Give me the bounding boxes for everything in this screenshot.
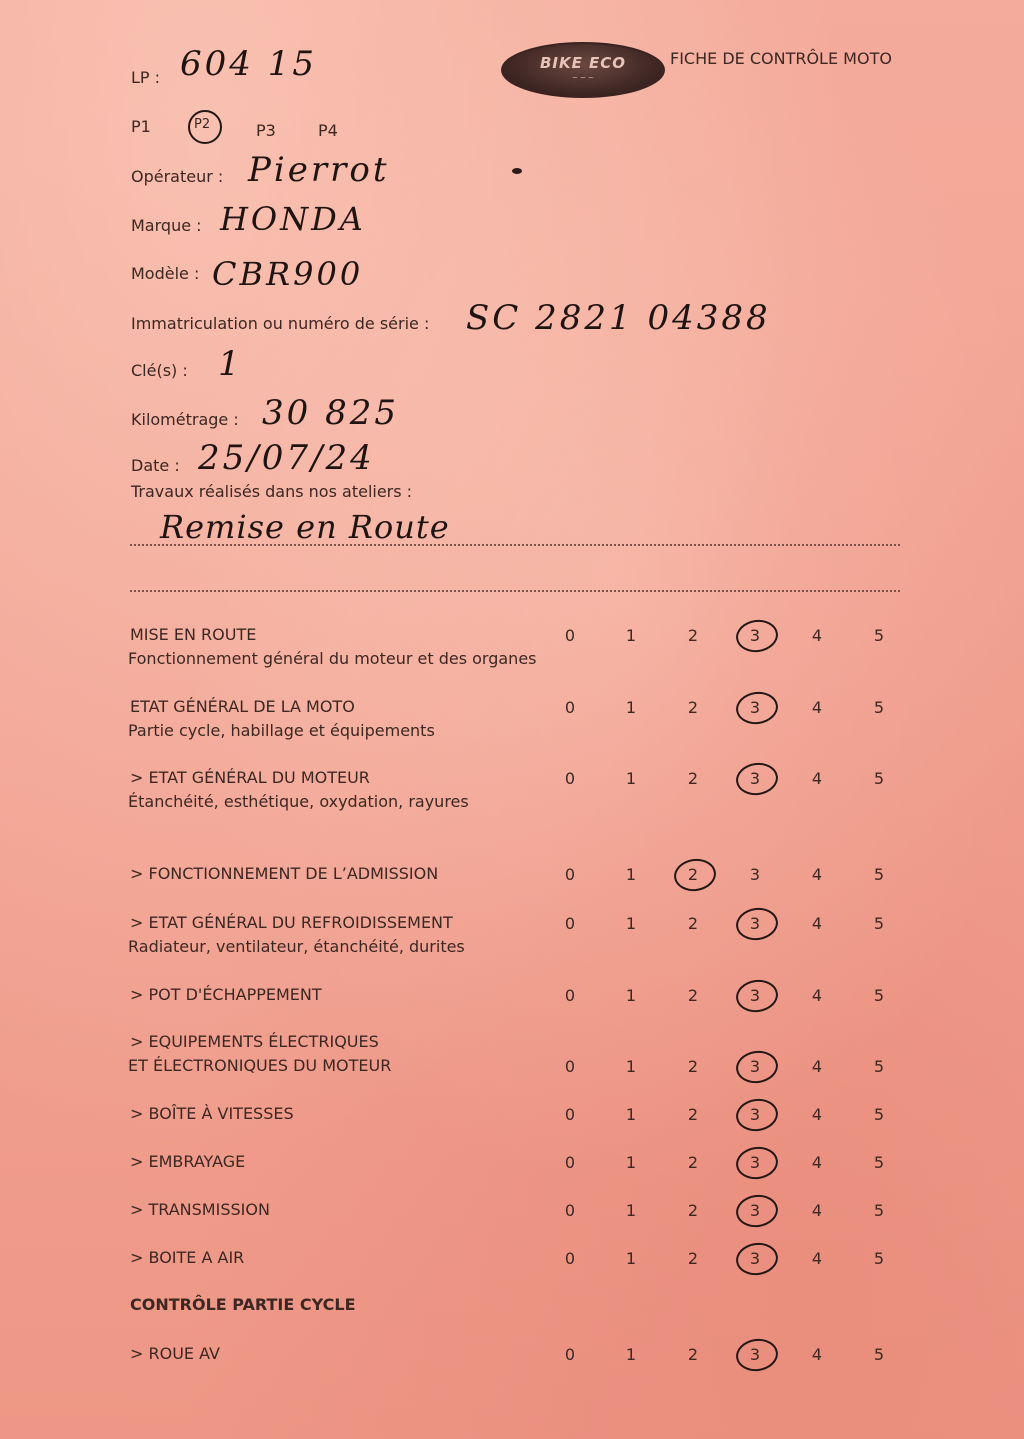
criterion-score-2[interactable]: 2 <box>687 1153 699 1172</box>
criterion-score-1[interactable]: 1 <box>625 626 637 645</box>
modele-value[interactable]: CBR900 <box>212 255 364 293</box>
criterion-cycle-selected-circle <box>734 1336 780 1374</box>
position-option-p3[interactable]: P3 <box>256 121 276 140</box>
criterion-score-2[interactable]: 2 <box>687 626 699 645</box>
criterion-score-2[interactable]: 2 <box>687 1105 699 1124</box>
criterion-selected-circle <box>734 760 780 798</box>
position-option-p1[interactable]: P1 <box>131 117 151 136</box>
travaux-line-1 <box>130 544 900 546</box>
criterion-score-2[interactable]: 2 <box>687 865 699 884</box>
criterion-cycle-score-2[interactable]: 2 <box>687 1345 699 1364</box>
criterion-score-2[interactable]: 2 <box>687 1201 699 1220</box>
criterion-score-0[interactable]: 0 <box>564 1057 576 1076</box>
position-option-p2[interactable]: P2 <box>194 117 211 132</box>
kilometrage-label: Kilométrage : <box>131 410 239 429</box>
criterion-score-4[interactable]: 4 <box>811 769 823 788</box>
criterion-title: > TRANSMISSION <box>130 1200 270 1219</box>
criterion-score-5[interactable]: 5 <box>873 1057 885 1076</box>
date-value[interactable]: 25/07/24 <box>198 438 375 478</box>
criterion-selected-circle <box>672 856 718 894</box>
ink-dot <box>512 168 522 174</box>
criterion-cycle-score-3[interactable]: 3 <box>749 1345 761 1364</box>
criterion-cycle-score-5[interactable]: 5 <box>873 1345 885 1364</box>
criterion-score-4[interactable]: 4 <box>811 1249 823 1268</box>
criterion-score-3[interactable]: 3 <box>749 1105 761 1124</box>
bike-eco-logo <box>501 42 665 98</box>
criterion-cycle-score-0[interactable]: 0 <box>564 1345 576 1364</box>
criterion-score-5[interactable]: 5 <box>873 626 885 645</box>
criterion-title: > ETAT GÉNÉRAL DU MOTEUR <box>130 768 370 787</box>
criterion-score-1[interactable]: 1 <box>625 1201 637 1220</box>
criterion-title: > BOITE A AIR <box>130 1248 245 1267</box>
criterion-title: > FONCTIONNEMENT DE L’ADMISSION <box>130 864 439 883</box>
criterion-title: MISE EN ROUTE <box>130 625 257 644</box>
criterion-score-4[interactable]: 4 <box>811 698 823 717</box>
position-selected-circle <box>188 110 222 144</box>
marque-label: Marque : <box>131 216 202 235</box>
criterion-score-0[interactable]: 0 <box>564 698 576 717</box>
criterion-score-3[interactable]: 3 <box>749 769 761 788</box>
criterion-selected-circle <box>734 1144 780 1182</box>
criterion-score-3[interactable]: 3 <box>749 626 761 645</box>
travaux-label: Travaux réalisés dans nos ateliers : <box>131 482 413 501</box>
criterion-score-4[interactable]: 4 <box>811 865 823 884</box>
logo-text: BIKE ECO <box>539 54 627 72</box>
criterion-score-3[interactable]: 3 <box>749 986 761 1005</box>
operateur-value[interactable]: Pierrot <box>248 150 390 190</box>
criterion-score-5[interactable]: 5 <box>873 1153 885 1172</box>
lp-label: LP : <box>131 68 161 87</box>
criterion-score-4[interactable]: 4 <box>811 914 823 933</box>
criterion-subtitle: Partie cycle, habillage et équipements <box>128 721 435 740</box>
criterion-subtitle: Radiateur, ventilateur, étanchéité, durites <box>128 937 465 956</box>
criterion-score-1[interactable]: 1 <box>625 1249 637 1268</box>
immatriculation-value[interactable]: SC 2821 04388 <box>466 298 771 338</box>
criterion-score-2[interactable]: 2 <box>687 1057 699 1076</box>
criterion-score-3[interactable]: 3 <box>749 1153 761 1172</box>
criterion-selected-circle <box>734 1240 780 1278</box>
criterion-score-3[interactable]: 3 <box>749 1201 761 1220</box>
criterion-subtitle: Fonctionnement général du moteur et des organes <box>128 649 537 668</box>
criterion-title: > BOÎTE À VITESSES <box>130 1104 294 1123</box>
criterion-score-5[interactable]: 5 <box>873 1249 885 1268</box>
criterion-score-5[interactable]: 5 <box>873 914 885 933</box>
criterion-selected-circle <box>734 1192 780 1230</box>
criterion-score-2[interactable]: 2 <box>687 914 699 933</box>
criterion-score-1[interactable]: 1 <box>625 1153 637 1172</box>
criterion-score-4[interactable]: 4 <box>811 1105 823 1124</box>
criterion-score-4[interactable]: 4 <box>811 1057 823 1076</box>
cles-value[interactable]: 1 <box>218 344 243 384</box>
criterion-score-5[interactable]: 5 <box>873 769 885 788</box>
criterion-score-4[interactable]: 4 <box>811 986 823 1005</box>
criterion-selected-circle <box>734 617 780 655</box>
criterion-score-4[interactable]: 4 <box>811 1153 823 1172</box>
criterion-score-0[interactable]: 0 <box>564 626 576 645</box>
criterion-score-2[interactable]: 2 <box>687 986 699 1005</box>
kilometrage-value[interactable]: 30 825 <box>262 393 399 433</box>
criterion-title: > EMBRAYAGE <box>130 1152 246 1171</box>
criterion-score-1[interactable]: 1 <box>625 1105 637 1124</box>
criterion-score-0[interactable]: 0 <box>564 1249 576 1268</box>
criterion-score-0[interactable]: 0 <box>564 1105 576 1124</box>
criterion-score-1[interactable]: 1 <box>625 986 637 1005</box>
criterion-selected-circle <box>734 977 780 1015</box>
criterion-score-5[interactable]: 5 <box>873 986 885 1005</box>
criterion-selected-circle <box>734 1048 780 1086</box>
criterion-score-0[interactable]: 0 <box>564 986 576 1005</box>
cles-label: Clé(s) : <box>131 361 188 380</box>
form-title: FICHE DE CONTRÔLE MOTO <box>670 49 892 68</box>
criterion-title: ETAT GÉNÉRAL DE LA MOTO <box>130 697 355 716</box>
criterion-score-5[interactable]: 5 <box>873 865 885 884</box>
criterion-score-2[interactable]: 2 <box>687 698 699 717</box>
position-option-p4[interactable]: P4 <box>318 121 338 140</box>
criterion-title: > EQUIPEMENTS ÉLECTRIQUES <box>130 1032 379 1051</box>
criterion-subtitle: Étanchéité, esthétique, oxydation, rayures <box>128 792 469 811</box>
criterion-cycle-title: > ROUE AV <box>130 1344 220 1363</box>
lp-value[interactable]: 604 15 <box>180 44 317 84</box>
criterion-score-3[interactable]: 3 <box>749 914 761 933</box>
criterion-score-2[interactable]: 2 <box>687 1249 699 1268</box>
criterion-score-4[interactable]: 4 <box>811 1201 823 1220</box>
criterion-score-5[interactable]: 5 <box>873 1105 885 1124</box>
criterion-score-0[interactable]: 0 <box>564 769 576 788</box>
criterion-score-3[interactable]: 3 <box>749 1249 761 1268</box>
section-heading-partie-cycle: CONTRÔLE PARTIE CYCLE <box>130 1295 356 1314</box>
criterion-selected-circle <box>734 1096 780 1134</box>
criterion-score-1[interactable]: 1 <box>625 1057 637 1076</box>
travaux-line-2 <box>130 590 900 592</box>
criterion-score-0[interactable]: 0 <box>564 865 576 884</box>
criterion-title: > ETAT GÉNÉRAL DU REFROIDISSEMENT <box>130 913 453 932</box>
criterion-cycle-score-4[interactable]: 4 <box>811 1345 823 1364</box>
criterion-score-0[interactable]: 0 <box>564 1153 576 1172</box>
marque-value[interactable]: HONDA <box>220 200 366 238</box>
criterion-score-1[interactable]: 1 <box>625 698 637 717</box>
travaux-value[interactable]: Remise en Route <box>160 508 450 546</box>
criterion-subtitle: ET ÉLECTRONIQUES DU MOTEUR <box>128 1056 392 1075</box>
criterion-score-5[interactable]: 5 <box>873 698 885 717</box>
criterion-score-3[interactable]: 3 <box>749 698 761 717</box>
criterion-score-0[interactable]: 0 <box>564 914 576 933</box>
criterion-title: > POT D'ÉCHAPPEMENT <box>130 985 322 1004</box>
criterion-score-4[interactable]: 4 <box>811 626 823 645</box>
date-label: Date : <box>131 456 180 475</box>
criterion-score-1[interactable]: 1 <box>625 769 637 788</box>
criterion-score-5[interactable]: 5 <box>873 1201 885 1220</box>
immatriculation-label: Immatriculation ou numéro de série : <box>131 314 430 333</box>
criterion-cycle-score-1[interactable]: 1 <box>625 1345 637 1364</box>
criterion-score-3[interactable]: 3 <box>749 865 761 884</box>
logo-subtext: ~ ~ ~ <box>571 74 595 82</box>
criterion-score-1[interactable]: 1 <box>625 865 637 884</box>
criterion-selected-circle <box>734 905 780 943</box>
operateur-label: Opérateur : <box>131 167 224 186</box>
criterion-selected-circle <box>734 689 780 727</box>
criterion-score-2[interactable]: 2 <box>687 769 699 788</box>
criterion-score-0[interactable]: 0 <box>564 1201 576 1220</box>
modele-label: Modèle : <box>131 264 200 283</box>
criterion-score-3[interactable]: 3 <box>749 1057 761 1076</box>
criterion-score-1[interactable]: 1 <box>625 914 637 933</box>
